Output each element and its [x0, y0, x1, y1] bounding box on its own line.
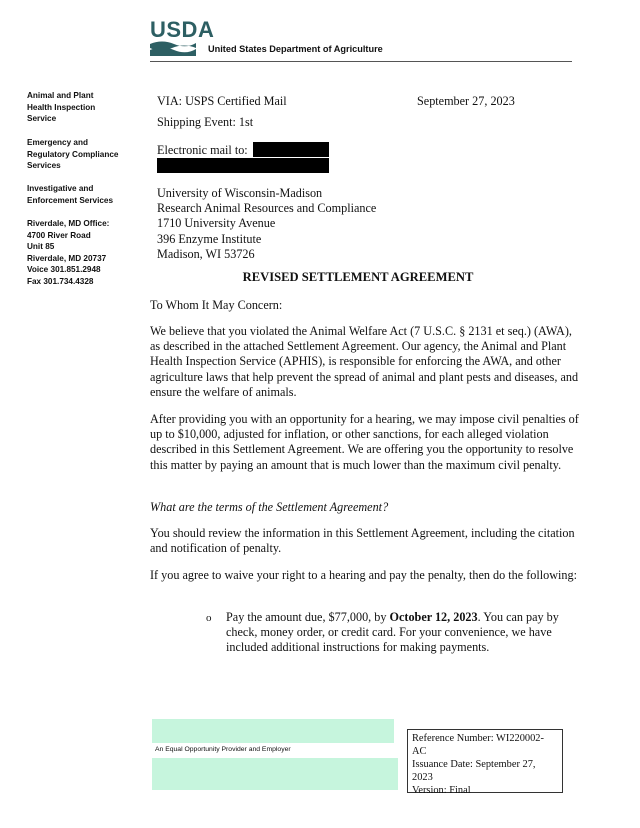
reference-number: Reference Number: WI220002-AC	[412, 733, 544, 757]
redaction-block	[253, 142, 329, 157]
version: Version: Final	[412, 785, 471, 796]
payment-text: Pay the amount due, $77,000, by	[226, 610, 390, 624]
sidebar-unit	[27, 137, 137, 172]
header-divider	[150, 61, 572, 62]
address-line: University of Wisconsin-Madison	[157, 186, 323, 200]
sidebar-line: Enforcement Services	[27, 195, 114, 205]
sidebar-office	[27, 218, 137, 288]
sidebar-line: 4700 River Road	[27, 230, 91, 240]
equal-opportunity-note: An Equal Opportunity Provider and Employer	[155, 746, 291, 753]
department-name: United States Department of Agriculture	[208, 44, 383, 54]
sidebar-line: Unit 85	[27, 242, 55, 252]
address-line: Research Animal Resources and Compliance	[157, 201, 377, 216]
document-title: REVISED SETTLEMENT AGREEMENT	[242, 270, 474, 284]
email-label: Electronic mail to:	[157, 143, 248, 157]
usda-logo-waves	[150, 40, 196, 56]
address-line: 396 Enzyme Institute	[157, 231, 262, 246]
sidebar-line: Riverdale, MD 20737	[27, 253, 107, 263]
usda-logo-text: USDA	[150, 17, 215, 42]
reference-box	[407, 729, 563, 796]
footer-band-top	[152, 719, 394, 743]
payment-due-date: October 12, 2023	[389, 610, 478, 624]
sidebar-line: Services	[27, 161, 61, 171]
sidebar-line: Riverdale, MD Office:	[27, 219, 110, 228]
payment-text: . You can pay by check, money order, or credit card. For your convenience, we have included additional instructions for making payments.	[226, 610, 559, 655]
issuance-date: Issuance Date: September 27, 2023	[412, 759, 536, 783]
paragraph-waive: If you agree to waive your right to a hearing and pay the penalty, then do the following:	[150, 568, 577, 582]
sidebar-line: Animal and Plant	[27, 91, 94, 100]
sidebar-line: Regulatory Compliance	[27, 149, 119, 159]
address-line: Madison, WI 53726	[157, 246, 255, 261]
sidebar-line: Health Inspection	[27, 102, 96, 112]
sidebar-line: Investigative and	[27, 184, 94, 193]
letter-date: September 27, 2023	[417, 94, 515, 108]
payment-instruction	[226, 610, 566, 656]
sidebar-division	[27, 183, 137, 206]
sidebar-line: Emergency and	[27, 138, 88, 147]
delivery-method: VIA: USPS Certified Mail	[157, 94, 287, 108]
sidebar-agency	[27, 90, 137, 125]
bullet-marker: o	[206, 612, 212, 624]
footer-band-bottom	[152, 758, 398, 790]
paragraph-violation: We believe that you violated the Animal Welfare Act (7 U.S.C. § 2131 et seq.) (AWA), as described in the attached Settlement Agreement. Our agency, the Animal and Plant Health Inspection Service (APHIS), is responsible for enforcing the AWA, and other agriculture laws that help prevent the spread of animal and plant pests and diseases, and ensure the welfare of animals.	[150, 324, 579, 399]
paragraph-review: You should review the information in this Settlement Agreement, including the citation and notification of penalty.	[150, 526, 575, 556]
sidebar-line: Fax 301.734.4328	[27, 276, 94, 286]
salutation: To Whom It May Concern:	[150, 298, 283, 312]
redaction-block	[157, 158, 329, 173]
section-heading: What are the terms of the Settlement Agreement?	[150, 500, 389, 514]
address-line: 1710 University Avenue	[157, 216, 276, 231]
sidebar-line: Service	[27, 114, 57, 124]
paragraph-penalties: After providing you with an opportunity for a hearing, we may impose civil penalties of up to $10,000, adjusted for inflation, or other sanctions, for each alleged violation described in this Settlement Agreement. We are offering you the opportunity to resolve this matter by paying an amount that is much lower than the maximum civil penalty.	[150, 412, 579, 472]
sidebar-line: Voice 301.851.2948	[27, 265, 101, 275]
shipping-event: Shipping Event: 1st	[157, 115, 254, 129]
recipient-address	[157, 186, 376, 262]
